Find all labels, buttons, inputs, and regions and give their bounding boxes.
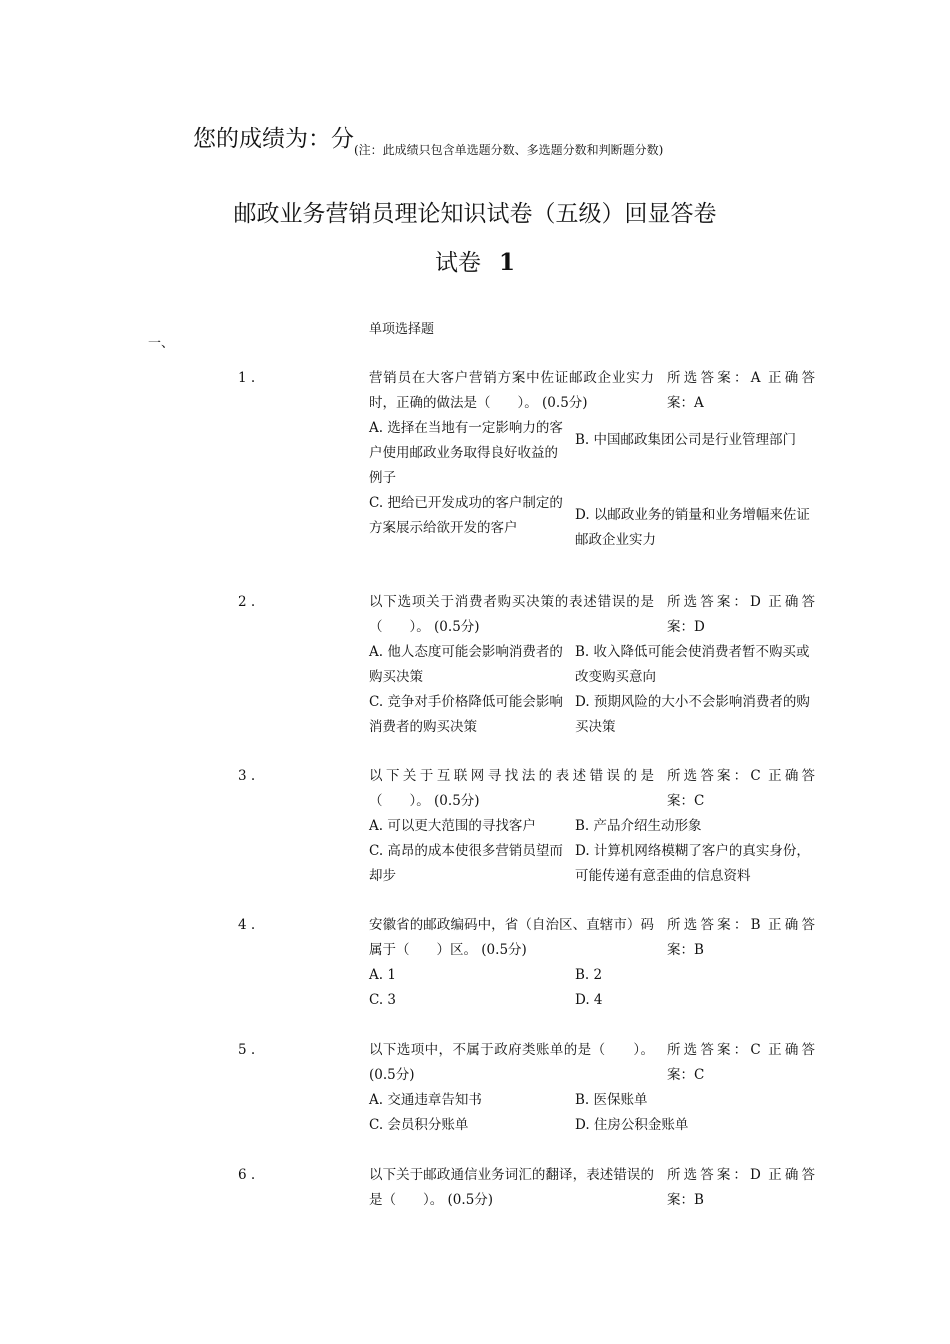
option-d: D. 预期风险的大小不会影响消费者的购买决策 bbox=[575, 694, 810, 735]
answer-result: 所选答案：D 正确答案：B bbox=[667, 1167, 815, 1208]
score-label: 您的成绩为：分 bbox=[193, 126, 354, 152]
paper-label: 试卷 bbox=[434, 250, 481, 276]
option-d: D. 4 bbox=[575, 992, 603, 1008]
option-c: C. 高昂的成本使很多营销员望而却步 bbox=[369, 843, 563, 884]
question-stem: 营销员在大客户营销方案中佐证邮政企业实力时，正确的做法是（ ）。 (0.5分) bbox=[369, 370, 654, 411]
option-d: D. 住房公积金账单 bbox=[575, 1117, 689, 1133]
option-b: B. 医保账单 bbox=[575, 1092, 648, 1108]
answer-result: 所选答案：A 正确答案：A bbox=[667, 370, 815, 411]
option-a: A. 交通违章告知书 bbox=[369, 1092, 482, 1108]
option-d: D. 计算机网络模糊了客户的真实身份，可能传递有意歪曲的信息资料 bbox=[575, 843, 810, 884]
option-b: B. 收入降低可能会使消费者暂不购买或改变购买意向 bbox=[575, 644, 810, 685]
option-c: C. 会员积分账单 bbox=[369, 1117, 469, 1133]
section-number: 一、 bbox=[148, 336, 175, 351]
option-c: C. 3 bbox=[369, 992, 397, 1008]
option-b: B. 中国邮政集团公司是行业管理部门 bbox=[575, 432, 797, 448]
question-number: 2 . bbox=[238, 594, 256, 610]
question-stem: 安徽省的邮政编码中，省（自治区、直辖市）码属于（ ）区。 (0.5分) bbox=[369, 917, 654, 958]
option-d: D. 以邮政业务的销量和业务增幅来佐证邮政企业实力 bbox=[575, 507, 810, 548]
question-stem: 以下关于互联网寻找法的表述错误的是（ ）。 (0.5分) bbox=[369, 768, 654, 809]
paper-number: 1 bbox=[498, 249, 515, 276]
score-note: (注：此成绩只包含单选题分数、多选题分数和判断题分数) bbox=[354, 143, 664, 157]
answer-result: 所选答案：D 正确答案：D bbox=[667, 594, 815, 635]
option-a: A. 他人态度可能会影响消费者的购买决策 bbox=[369, 644, 563, 685]
section-title: 单项选择题 bbox=[369, 322, 435, 337]
question-stem: 以下选项中，不属于政府类账单的是（ ）。 (0.5分) bbox=[369, 1042, 654, 1083]
exam-subtitle bbox=[0, 244, 950, 277]
option-a: A. 1 bbox=[369, 967, 396, 983]
answer-result: 所选答案：C 正确答案：C bbox=[667, 768, 815, 809]
question-number: 6 . bbox=[238, 1167, 256, 1183]
question-number: 1 . bbox=[238, 370, 256, 386]
question-number: 5 . bbox=[238, 1042, 256, 1058]
option-c: C. 把给已开发成功的客户制定的方案展示给欲开发的客户 bbox=[369, 495, 563, 536]
question-stem: 以下关于邮政通信业务词汇的翻译，表述错误的是（ ）。 (0.5分) bbox=[369, 1167, 654, 1208]
exam-title: 邮政业务营销员理论知识试卷（五级）回显答卷 bbox=[233, 201, 717, 227]
option-b: B. 2 bbox=[575, 967, 603, 983]
answer-result: 所选答案：C 正确答案：C bbox=[667, 1042, 815, 1083]
option-a: A. 可以更大范围的寻找客户 bbox=[369, 818, 536, 834]
question-number: 3 . bbox=[238, 768, 256, 784]
question-stem: 以下选项关于消费者购买决策的表述错误的是（ ）。 (0.5分) bbox=[369, 594, 654, 635]
score-line bbox=[193, 120, 664, 157]
option-b: B. 产品介绍生动形象 bbox=[575, 818, 702, 834]
question-number: 4 . bbox=[238, 917, 256, 933]
option-c: C. 竞争对手价格降低可能会影响消费者的购买决策 bbox=[369, 694, 563, 735]
option-a: A. 选择在当地有一定影响力的客户使用邮政业务取得良好收益的例子 bbox=[369, 420, 563, 486]
answer-result: 所选答案：B 正确答案：B bbox=[667, 917, 815, 958]
